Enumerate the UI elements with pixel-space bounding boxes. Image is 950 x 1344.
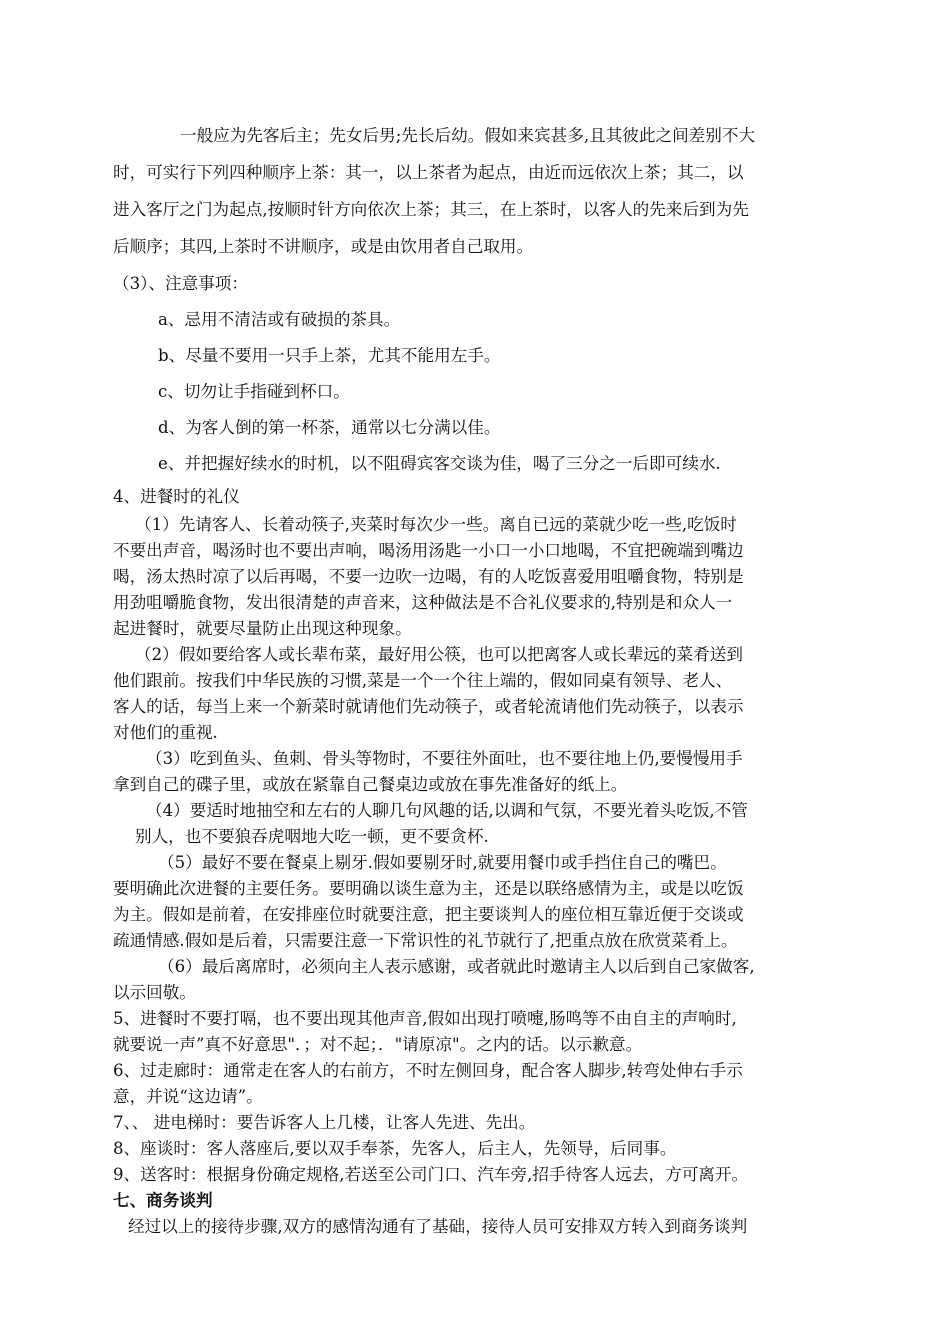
paragraph-line: 喝，汤太热时凉了以后再喝，不要一边吹一边喝，有的人吃饭喜爱用咀嚼食物，特别是 xyxy=(113,567,744,586)
paragraph-line: 时，可实行下列四种顺序上茶：其一，以上茶者为起点，由近而远依次上茶；其二，以 xyxy=(113,163,744,182)
dining-heading: 4、进餐时的礼仪 xyxy=(113,487,240,506)
paragraph-line: （6）最后离席时，必须向主人表示感谢，或者就此时邀请主人以后到自己家做客, xyxy=(158,957,755,976)
paragraph-line: 进入客厅之门为起点,按顺时针方向依次上茶；其三，在上茶时，以客人的先来后到为先 xyxy=(113,200,749,219)
paragraph-line: 对他们的重视. xyxy=(113,723,218,742)
paragraph-line: 7、、 进电梯时：要告诉客人上几楼，让客人先进、先出。 xyxy=(113,1113,536,1132)
paragraph-line: 8、座谈时：客人落座后,要以双手奉茶，先客人，后主人，先领导，后同事。 xyxy=(113,1139,677,1158)
list-item: e、并把握好续水的时机，以不阻碍宾客交谈为佳，喝了三分之一后即可续水. xyxy=(158,454,721,473)
paragraph-line: 客人的话，每当上来一个新菜时就请他们先动筷子，或者轮流请他们先动筷子，以表示 xyxy=(113,697,744,716)
paragraph-line: 6、过走廊时：通常走在客人的右前方，不时左侧回身，配合客人脚步,转弯处伸右手示 xyxy=(113,1061,743,1080)
paragraph-line: 意，并说“这边请”。 xyxy=(113,1087,263,1106)
paragraph-line: 别人，也不要狼吞虎咽地大吃一顿，更不要贪杯. xyxy=(135,827,489,846)
paragraph-line: 为主。假如是前着，在安排座位时就要注意，把主要谈判人的座位相互靠近便于交谈或 xyxy=(113,905,744,924)
paragraph-line: 一般应为先客后主；先女后男;先长后幼。假如来宾甚多,且其彼此之间差别不大 xyxy=(180,126,756,145)
list-item: b、尽量不要用一只手上茶，尤其不能用左手。 xyxy=(158,346,501,365)
paragraph-line: 9、送客时：根据身份确定规格,若送至公司门口、汽车旁,招手待客人远去，方可离开。 xyxy=(113,1165,749,1184)
paragraph-line: （3）吃到鱼头、鱼刺、骨头等物时，不要往外面吐，也不要往地上仍,要慢慢用手 xyxy=(146,749,743,768)
notes-heading: （3）、注意事项： xyxy=(113,274,249,293)
paragraph-line: （5）最好不要在餐桌上剔牙.假如要剔牙时,就要用餐巾或手挡住自己的嘴巴。 xyxy=(158,853,727,872)
list-item: c、切勿让手指碰到杯口。 xyxy=(158,382,350,401)
paragraph-line: （4）要适时地抽空和左右的人聊几句风趣的话,以调和气氛，不要光着头吃饭,不管 xyxy=(146,801,748,820)
list-item: a、忌用不清洁或有破损的茶具。 xyxy=(158,310,401,329)
paragraph-line: （1）先请客人、长着动筷子,夹菜时每次少一些。离自已远的菜就少吃一些,吃饭时 xyxy=(135,515,737,534)
paragraph-line: 就要说一声”真不好意思"．；对不起；．"请原凉"。之内的话。以示歉意。 xyxy=(113,1035,643,1054)
paragraph-line: 经过以上的接待步骤,双方的感情沟通有了基础，接待人员可安排双方转入到商务谈判 xyxy=(128,1217,748,1236)
paragraph-line: 不要出声音，喝汤时也不要出声响，喝汤用汤匙一小口一小口地喝，不宜把碗端到嘴边 xyxy=(113,541,744,560)
paragraph-line: （2）假如要给客人或长辈布菜，最好用公筷，也可以把离客人或长辈远的菜肴送到 xyxy=(135,645,743,664)
section-heading: 七、商务谈判 xyxy=(113,1191,213,1210)
paragraph-line: 他们跟前。按我们中华民族的习惯,菜是一个一个往上端的，假如同桌有领导、老人、 xyxy=(113,671,733,690)
paragraph-line: 以示回敬。 xyxy=(113,983,196,1002)
paragraph-line: 疏通情感.假如是后着，只需要注意一下常识性的礼节就行了,把重点放在欣赏菜肴上。 xyxy=(113,931,738,950)
paragraph-line: 要明确此次进餐的主要任务。要明确以谈生意为主，还是以联络感情为主，或是以吃饭 xyxy=(113,879,744,898)
paragraph-line: 起进餐时，就要尽量防止出现这种现象。 xyxy=(113,619,412,638)
paragraph-line: 5、进餐时不要打嗝，也不要出现其他声音,假如出现打喷嚏,肠鸣等不由自主的声响时, xyxy=(113,1009,737,1028)
list-item: d、为客人倒的第一杯茶，通常以七分满以佳。 xyxy=(158,418,501,437)
paragraph-line: 拿到自己的碟子里，或放在紧靠自己餐桌边或放在事先准备好的纸上。 xyxy=(113,775,628,794)
paragraph-line: 后顺序；其四,上茶时不讲顺序，或是由饮用者自己取用。 xyxy=(113,237,534,256)
paragraph-line: 用劲咀嚼脆食物，发出很清楚的声音来，这种做法是不合礼仪要求的,特别是和众人一 xyxy=(113,593,733,612)
